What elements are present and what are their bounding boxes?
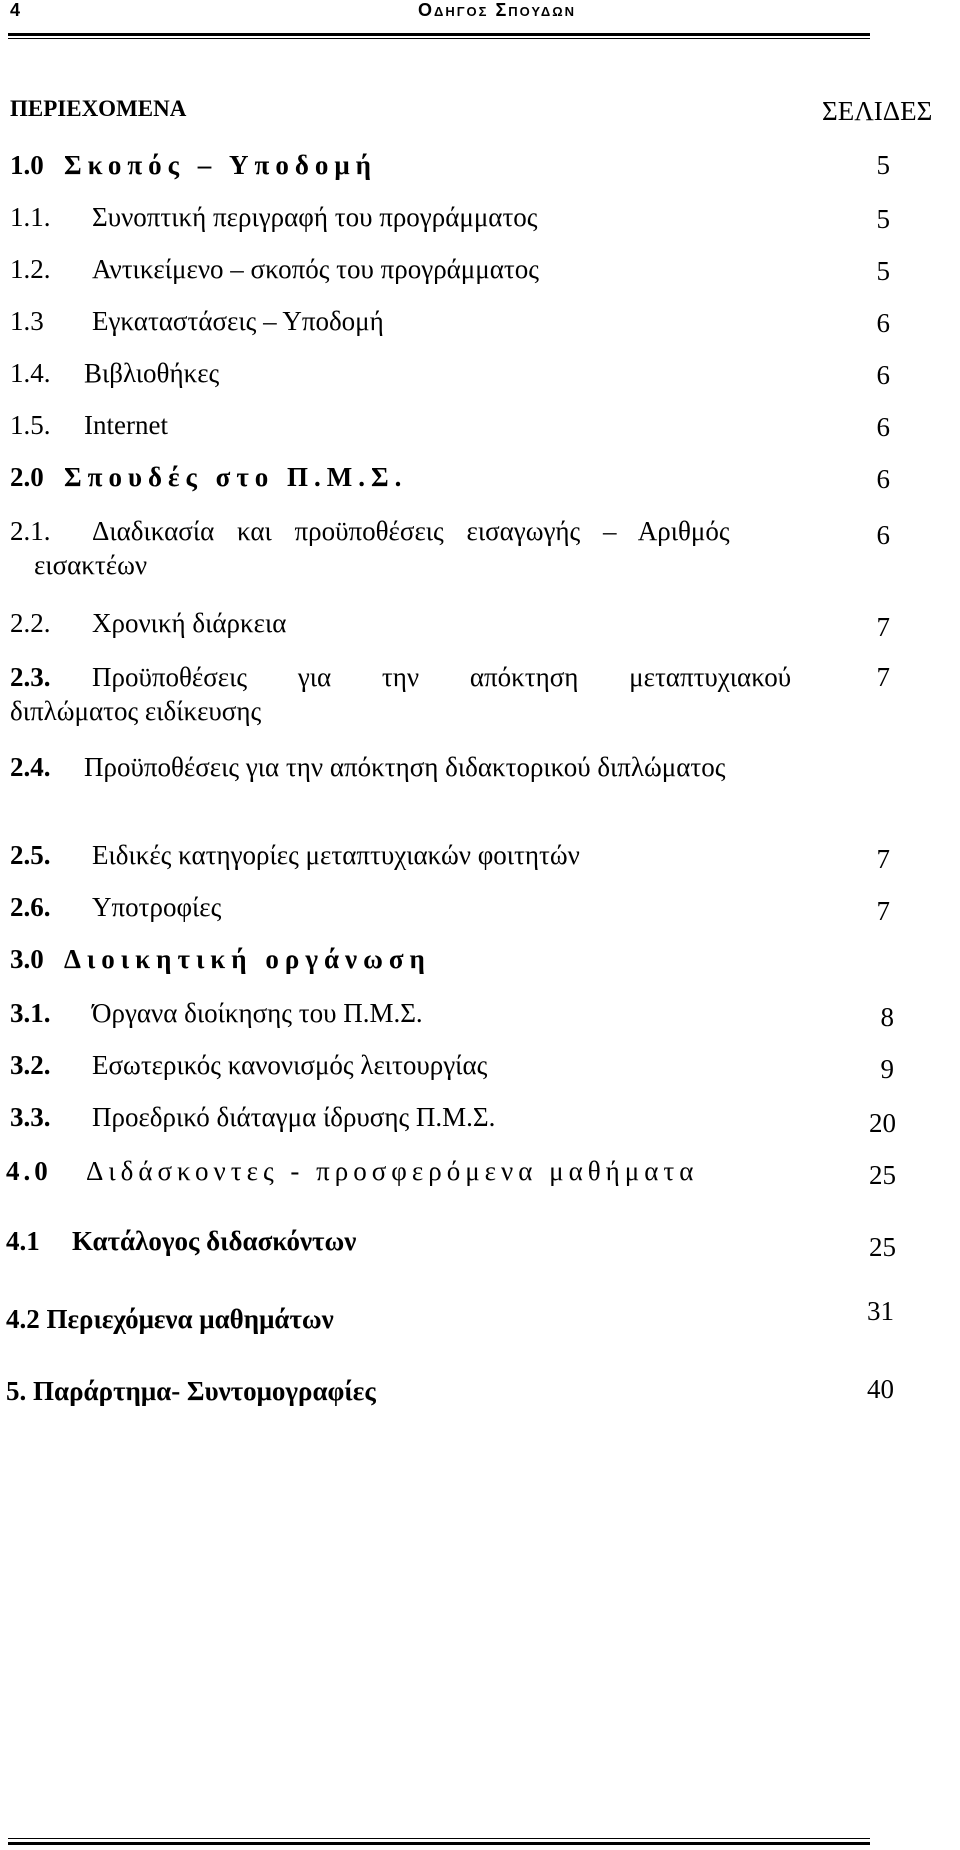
toc-entry-number: 2.1. bbox=[10, 516, 51, 546]
toc-entry-title: Ειδικές κατηγορίες μεταπτυχιακών φοιτητών bbox=[92, 840, 580, 870]
toc-entry-number: 2.2. bbox=[10, 608, 51, 638]
toc-entry-number: 1.5. bbox=[10, 410, 51, 440]
header-rule-thin bbox=[8, 38, 870, 39]
toc-entry-title: Σπουδές στο Π.Μ.Σ. bbox=[64, 462, 408, 492]
toc-entry-number: 1.4. bbox=[10, 358, 51, 388]
toc-entry-page: 7 bbox=[876, 844, 890, 874]
toc-entry-page: 7 bbox=[876, 612, 890, 642]
toc-entry-title: Αντικείμενο – σκοπός του προγράμματος bbox=[92, 254, 539, 284]
footer-rule-thick bbox=[8, 1842, 870, 1845]
toc-entry-title: Εγκαταστάσεις – Υποδομή bbox=[92, 306, 384, 336]
toc-entry-page: 40 bbox=[867, 1374, 894, 1404]
toc-entry-title: Κατάλογος διδασκόντων bbox=[72, 1226, 357, 1256]
toc-entry-title: 4.2 Περιεχόμενα μαθημάτων bbox=[6, 1304, 334, 1334]
toc-entry-title: Εσωτερικός κανονισμός λειτουργίας bbox=[92, 1050, 488, 1080]
toc-entry-number: 2.0 bbox=[10, 462, 44, 492]
toc-entry-title: Διδάσκοντες - προσφερόμενα μαθήματα bbox=[86, 1156, 699, 1186]
toc-entry-title: Προεδρικό διάταγμα ίδρυσης Π.Μ.Σ. bbox=[92, 1102, 496, 1132]
toc-entry-number: 1.0 bbox=[10, 150, 44, 180]
toc-entry-number: 1.1. bbox=[10, 202, 51, 232]
page-number: 4 bbox=[10, 0, 21, 20]
toc-entry-number: 2.5. bbox=[10, 840, 51, 870]
toc-entry-title: Προϋποθέσεις για την απόκτηση διδακτορικού διπλώματος bbox=[84, 752, 726, 782]
toc-entry-title: Βιβλιοθήκες bbox=[84, 358, 220, 388]
toc-entry-page: 25 bbox=[869, 1232, 896, 1262]
toc-entry-title: Διοικητική οργάνωση bbox=[64, 944, 431, 974]
toc-entry-title: Υποτροφίες bbox=[92, 892, 222, 922]
toc-entry-page: 7 bbox=[876, 662, 890, 692]
toc-entry-title: Συνοπτική περιγραφή του προγράμματος bbox=[92, 202, 538, 232]
toc-entry-number: 3.3. bbox=[10, 1102, 51, 1132]
toc-entry-number: 4.0 bbox=[6, 1156, 52, 1186]
footer-rule-thin bbox=[8, 1838, 870, 1839]
toc-entry-number: 3.0 bbox=[10, 944, 44, 974]
toc-entry-number: 2.4. bbox=[10, 752, 51, 782]
toc-entry-page: 6 bbox=[876, 360, 890, 390]
toc-entry-page: 6 bbox=[876, 308, 890, 338]
running-title bbox=[418, 0, 576, 21]
toc-entry-page: 9 bbox=[880, 1054, 894, 1084]
toc-entry-number: 4.1 bbox=[6, 1226, 40, 1256]
toc-entry-title: Όργανα διοίκησης του Π.Μ.Σ. bbox=[92, 998, 423, 1028]
toc-entry-page: 31 bbox=[867, 1296, 894, 1326]
toc-entry-number: 2.6. bbox=[10, 892, 51, 922]
toc-entry-page: 6 bbox=[876, 412, 890, 442]
toc-entry-page: 5 bbox=[876, 204, 890, 234]
toc-entry-number: 3.2. bbox=[10, 1050, 51, 1080]
toc-entry-title: Χρονική διάρκεια bbox=[92, 608, 287, 638]
toc-entry-number: 1.3 bbox=[10, 306, 44, 336]
toc-entry-title: Internet bbox=[84, 410, 168, 440]
toc-entry-page: 5 bbox=[876, 256, 890, 286]
toc-entry-page: 8 bbox=[880, 1002, 894, 1032]
toc-entry-number: 1.2. bbox=[10, 254, 51, 284]
running-title-text: Οδηγος Σπουδων bbox=[418, 0, 577, 20]
toc-entry-number: 3.1. bbox=[10, 998, 51, 1028]
toc-entry-page: 25 bbox=[869, 1160, 896, 1190]
pages-heading: ΣΕΛΙΔΕΣ bbox=[822, 96, 933, 126]
toc-entry-page: 20 bbox=[869, 1108, 896, 1138]
toc-entry-page: 7 bbox=[876, 896, 890, 926]
toc-heading: ΠΕΡΙΕΧΟΜΕΝΑ bbox=[10, 96, 187, 121]
toc-entry-title: 5. Παράρτημα- Συντομογραφίες bbox=[6, 1376, 376, 1406]
toc-entry-title-line1: Προϋποθέσεις για την απόκτηση μεταπτυχιακού bbox=[92, 662, 792, 692]
toc-entry-title: Σκοπός – Υποδομή bbox=[64, 150, 377, 180]
toc-entry-page: 6 bbox=[876, 520, 890, 550]
header-rule-thick bbox=[8, 33, 870, 36]
toc-entry-page: 6 bbox=[876, 464, 890, 494]
toc-entry-title-line2: εισακτέων bbox=[34, 550, 148, 580]
toc-entry-title-line2: διπλώματος ειδίκευσης bbox=[10, 696, 262, 726]
toc-entry-title-line1: Διαδικασία και προϋποθέσεις εισαγωγής – Αριθμός bbox=[92, 516, 730, 546]
toc-entry-page: 5 bbox=[876, 150, 890, 180]
toc-entry-number: 2.3. bbox=[10, 662, 51, 692]
